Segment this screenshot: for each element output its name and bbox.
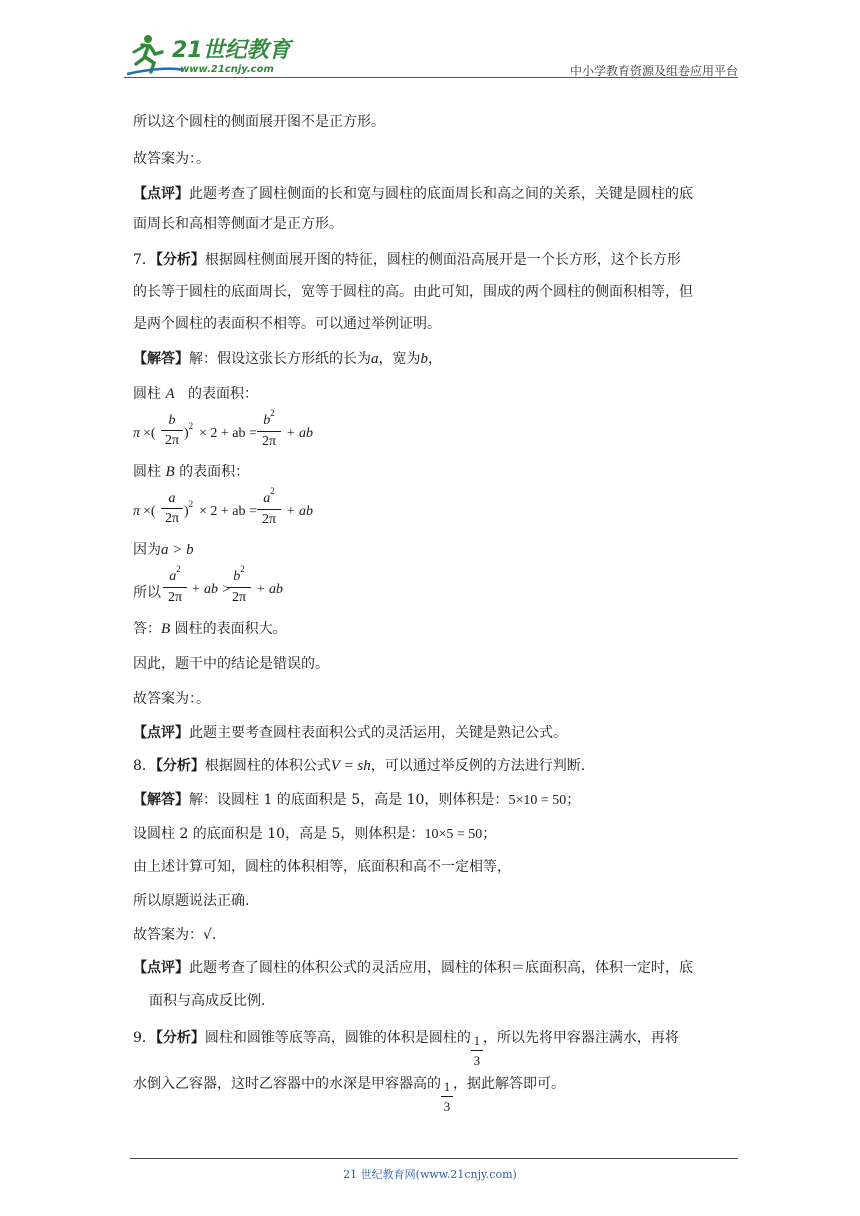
comparison-formula: 所以 $a^2$ 2π + ab > $b^2$ 2π + ab: [133, 564, 283, 605]
footer-link[interactable]: 21 世纪教育网(www.21cnjy.com): [343, 1168, 517, 1181]
text-line: 所以原题说法正确.: [133, 893, 250, 909]
review-line: 【点评】此题考查了圆柱的体积公式的灵活应用，圆柱的体积＝底面积高，体积一定时，底: [133, 960, 693, 976]
text-line: 面积与高成反比例.: [149, 993, 266, 1009]
question-8-analysis: 8．【分析】根据圆柱的体积公式V = sh，可以通过举反例的方法进行判断.: [133, 758, 586, 774]
svg-text:21世纪教育: 21世纪教育: [172, 38, 291, 63]
page-header: [124, 30, 738, 78]
question-7-analysis: 7．【分析】根据圆柱侧面展开图的特征，圆柱的侧面沿高展开是一个长方形，这个长方形: [133, 252, 681, 268]
svg-text:www.21cnjy.com: www.21cnjy.com: [180, 64, 274, 75]
footer-divider: [130, 1158, 738, 1159]
text-line: 因为a > b: [133, 542, 194, 558]
text-line: 面周长和高相等侧面才是正方形。: [133, 216, 343, 232]
text-line: 圆柱 A 的表面积：: [133, 386, 258, 402]
surface-area-formula-a: π ×( b 2π )$^2$ × 2 + ab = $b^2$ 2π + ab: [133, 408, 313, 449]
header-divider: [124, 77, 738, 78]
text-line: 故答案为：。: [133, 691, 210, 707]
review-line: 【点评】此题主要考查圆柱表面积公式的灵活运用，关键是熟记公式。: [133, 725, 567, 741]
question-7-solution: 【解答】解：假设这张长方形纸的长为a，宽为b，: [133, 351, 442, 367]
surface-area-formula-b: π ×( a 2π )$^2$ × 2 + ab = $a^2$ 2π + ab: [133, 486, 313, 527]
text-line: 圆柱 B 的表面积：: [133, 464, 250, 480]
question-8-solution: 【解答】解：设圆柱 1 的底面积是 5，高是 10，则体积是：5×10 = 50；: [133, 792, 581, 808]
text-line: 故答案为：。: [133, 151, 210, 167]
text-line: 的长等于圆柱的底面周长，宽等于圆柱的高。由此可知，围成的两个圆柱的侧面积相等，但: [133, 284, 693, 300]
text-line: 是两个圆柱的表面积不相等。可以通过举例证明。: [133, 316, 441, 332]
review-line: 【点评】此题考查了圆柱侧面的长和宽与圆柱的底面周长和高之间的关系，关键是圆柱的底: [133, 186, 693, 202]
question-9-analysis: 9．【分析】圆柱和圆锥等底等高，圆锥的体积是圆柱的 1 3 ，所以先将甲容器注满水，再将: [133, 1030, 679, 1068]
text-line: 因此，题干中的结论是错误的。: [133, 656, 329, 672]
text-line: 设圆柱 2 的底面积是 10，高是 5，则体积是：10×5 = 50；: [133, 826, 497, 842]
site-logo: [124, 30, 299, 78]
text-line: 所以这个圆柱的侧面展开图不是正方形。: [133, 114, 385, 130]
text-line: 由上述计算可知，圆柱的体积相等，底面积和高不一定相等，: [133, 859, 511, 875]
text-line: 答：B 圆柱的表面积大。: [133, 621, 287, 637]
text-line: 故答案为：√.: [133, 927, 217, 943]
header-platform-name: 中小学教育资源及组卷应用平台: [569, 64, 738, 78]
text-line: 水倒入乙容器，这时乙容器中的水深是甲容器高的 1 3 ，据此解答即可。: [133, 1076, 565, 1114]
